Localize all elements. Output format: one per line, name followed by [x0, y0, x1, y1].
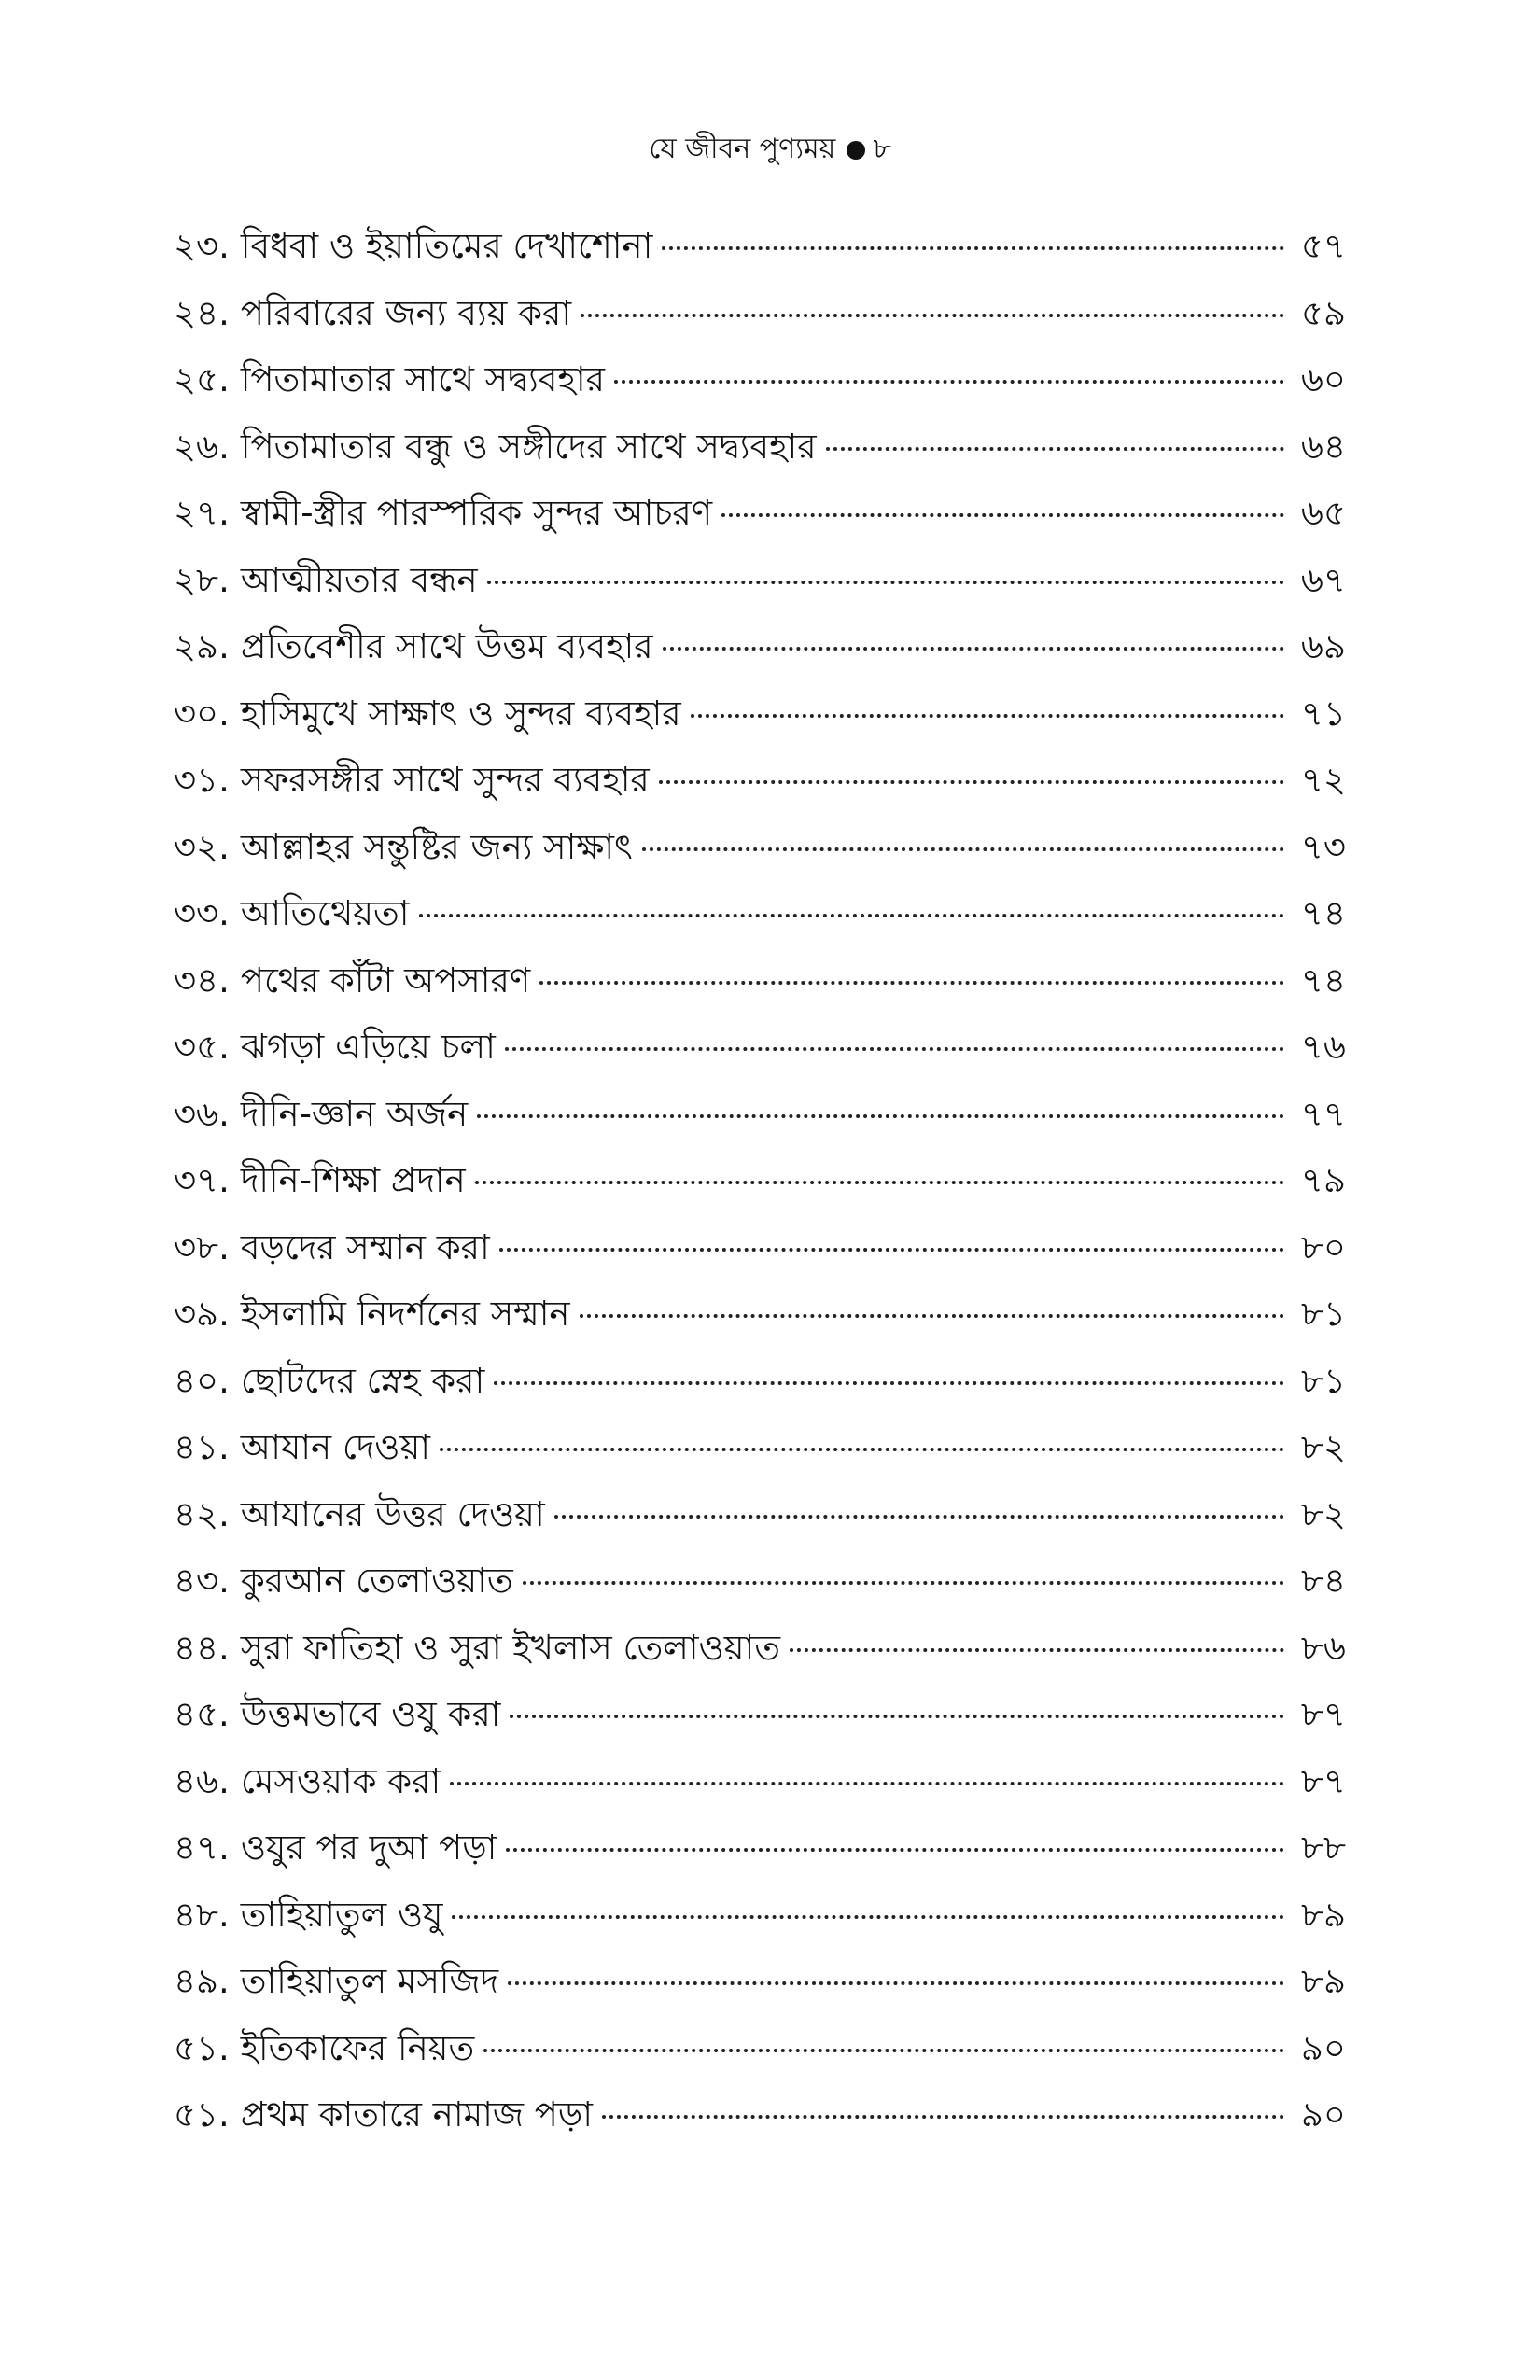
dot-leader	[419, 914, 1284, 917]
dot-leader	[506, 1848, 1284, 1852]
dot-leader	[691, 714, 1284, 718]
toc-entry-title: ওযুর পর দুআ পড়া	[240, 1827, 497, 1868]
dot-leader	[663, 647, 1284, 651]
toc-entry-page: ৬০	[1300, 359, 1346, 399]
toc-entry-page: ৭৪	[1300, 959, 1346, 1001]
toc-entry	[174, 286, 1346, 353]
toc-entry-number: ৪৪.	[174, 1627, 230, 1668]
toc-entry-page: ৭২	[1300, 760, 1346, 800]
toc-entry	[174, 1553, 1346, 1620]
toc-entry-number: ৩১.	[174, 760, 230, 800]
toc-entry-number: ৪১.	[174, 1427, 230, 1467]
toc-entry-number: ৫১.	[174, 2094, 230, 2135]
toc-entry-page: ৬৫	[1300, 493, 1346, 533]
toc-entry	[174, 485, 1346, 553]
dot-leader	[523, 1581, 1284, 1585]
toc-entry	[174, 1887, 1346, 1954]
toc-entry	[174, 1353, 1346, 1421]
toc-entry-page: ৭৯	[1300, 1160, 1346, 1200]
toc-entry	[174, 2087, 1346, 2154]
toc-entry-page: ৬৭	[1300, 559, 1346, 600]
bullet-dot-icon	[847, 141, 865, 160]
toc-entry-title: আত্মীয়তার বন্ধন	[240, 559, 478, 600]
toc-entry	[174, 1420, 1346, 1487]
toc-entry	[174, 752, 1346, 819]
toc-entry-title: ইসলামি নিদর্শনের সম্মান	[240, 1294, 570, 1334]
dot-leader	[494, 1381, 1284, 1385]
toc-entry-title: বিধবা ও ইয়াতিমের দেখাশোনা	[240, 226, 653, 266]
toc-entry	[174, 1086, 1346, 1154]
toc-entry-number: ৩৮.	[174, 1226, 230, 1267]
toc-entry-title: প্রথম কাতারে নামাজ পড়া	[240, 2094, 593, 2135]
toc-entry-number: ৩৫.	[174, 1027, 230, 1067]
dot-leader	[614, 380, 1284, 384]
toc-entry-page: ৭৬	[1300, 1027, 1346, 1067]
dot-leader	[554, 1515, 1284, 1519]
toc-entry-number: ৪২.	[174, 1493, 230, 1534]
dot-leader	[602, 2115, 1284, 2119]
toc-entry-title: পিতামাতার সাথে সদ্ব্যবহার	[240, 359, 605, 399]
toc-entry-page: ৭৭	[1300, 1093, 1346, 1134]
dot-leader	[721, 513, 1284, 517]
dot-leader	[483, 2049, 1284, 2052]
toc-entry	[174, 1286, 1346, 1353]
toc-entry-title: স্বামী-স্ত্রীর পারস্পরিক সুন্দর আচরণ	[240, 493, 713, 533]
toc-entry-number: ৪৬.	[174, 1760, 230, 1801]
toc-entry-number: ৪৭.	[174, 1827, 230, 1868]
toc-entry-title: ইতিকাফের নিয়ত	[240, 2027, 475, 2068]
toc-entry-page: ৮৭	[1300, 1694, 1346, 1734]
dot-leader	[450, 1782, 1284, 1785]
toc-entry-title: পরিবারের জন্য ব্যয় করা	[240, 292, 572, 333]
toc-entry-page: ৮৭	[1300, 1760, 1346, 1801]
toc-entry	[174, 218, 1346, 286]
dot-leader	[440, 1448, 1284, 1451]
dot-leader	[790, 1648, 1284, 1652]
toc-entry	[174, 2021, 1346, 2088]
dot-leader	[659, 780, 1284, 784]
toc-entry-page: ৮৮	[1300, 1827, 1346, 1868]
toc-entry-title: দীনি-শিক্ষা প্রদান	[240, 1160, 466, 1200]
toc-entry-title: পিতামাতার বন্ধু ও সঙ্গীদের সাথে সদ্ব্যবহার	[240, 426, 817, 467]
toc-entry-number: ২৩.	[174, 226, 230, 266]
toc-entry-title: তাহিয়াতুল ওযু	[240, 1894, 443, 1935]
toc-entry	[174, 619, 1346, 686]
toc-entry	[174, 352, 1346, 419]
toc-entry-number: ৪৩.	[174, 1561, 230, 1601]
dot-leader	[581, 314, 1284, 317]
dot-leader	[499, 1248, 1284, 1252]
dot-leader	[510, 1715, 1284, 1718]
running-header	[0, 131, 1540, 168]
toc-entry-number: ২৬.	[174, 426, 230, 467]
toc-entry-page: ৮১	[1300, 1294, 1346, 1334]
toc-entry-title: আযানের উত্তর দেওয়া	[240, 1493, 545, 1534]
book-title: যে জীবন পুণ্যময়	[649, 133, 836, 165]
toc-entry-number: ৩২.	[174, 826, 230, 867]
toc-entry-page: ৫৯	[1300, 292, 1346, 333]
toc-entry-number: ৪০.	[174, 1360, 230, 1401]
dot-leader	[662, 246, 1284, 250]
toc-entry-number: ৩০.	[174, 693, 230, 734]
toc-entry-title: কুরআন তেলাওয়াত	[240, 1561, 513, 1601]
toc-entry-title: বড়দের সম্মান করা	[240, 1226, 490, 1267]
toc-entry-title: উত্তমভাবে ওযু করা	[240, 1694, 501, 1734]
dot-leader	[487, 581, 1284, 584]
toc-entry-page: ৫৭	[1300, 226, 1346, 266]
toc-entry-number: ২৯.	[174, 626, 230, 666]
toc-entry-page: ৮৯	[1300, 1961, 1346, 2001]
toc-entry-title: হাসিমুখে সাক্ষাৎ ও সুন্দর ব্যবহার	[240, 693, 681, 734]
toc-entry-title: ছোটদের স্নেহ করা	[240, 1360, 485, 1401]
dot-leader	[477, 1114, 1284, 1118]
toc-entry	[174, 553, 1346, 620]
dot-leader	[642, 847, 1284, 851]
toc-entry-page: ৮২	[1300, 1493, 1346, 1534]
page-number: ৮	[873, 133, 891, 165]
toc-entry	[174, 953, 1346, 1020]
toc-entry-page: ৬৯	[1300, 626, 1346, 666]
dot-leader	[508, 1981, 1284, 1985]
toc-entry-title: মেসওয়াক করা	[240, 1760, 441, 1801]
toc-entry	[174, 419, 1346, 486]
toc-entry-number: ৩৩.	[174, 893, 230, 933]
toc-entry-number: ৪৯.	[174, 1961, 230, 2001]
dot-leader	[826, 447, 1284, 451]
toc-entry-title: তাহিয়াতুল মসজিদ	[240, 1961, 499, 2001]
toc-entry-number: ৩৪.	[174, 959, 230, 1001]
toc-entry-number: ৩৯.	[174, 1294, 230, 1334]
toc-entry	[174, 1620, 1346, 1687]
toc-entry	[174, 1153, 1346, 1220]
dot-leader	[505, 1047, 1284, 1051]
toc-entry-title: দীনি-জ্ঞান অর্জন	[240, 1093, 469, 1134]
dot-leader	[452, 1915, 1284, 1919]
toc-entry-title: আযান দেওয়া	[240, 1427, 431, 1467]
toc-entry	[174, 819, 1346, 887]
toc-entry-number: ৪৮.	[174, 1894, 230, 1935]
toc-entry-page: ৮৬	[1300, 1627, 1346, 1668]
toc-entry	[174, 1019, 1346, 1086]
toc-entry-number: ২৫.	[174, 359, 230, 399]
toc-entry-page: ৬৪	[1300, 426, 1346, 467]
toc-entry-title: সুরা ফাতিহা ও সুরা ইখলাস তেলাওয়াত	[240, 1627, 781, 1668]
toc-entry-page: ৮৯	[1300, 1894, 1346, 1935]
toc-entry	[174, 686, 1346, 753]
toc-entry-title: সফরসঙ্গীর সাথে সুন্দর ব্যবহার	[240, 760, 650, 800]
toc-entry-title: পথের কাঁটা অপসারণ	[240, 959, 531, 1001]
toc-entry-title: আল্লাহর সন্তুষ্টির জন্য সাক্ষাৎ	[240, 826, 633, 867]
toc-entry-number: ২৮.	[174, 559, 230, 600]
toc-entry-number: ৩৬.	[174, 1093, 230, 1134]
toc-entry-page: ৯০	[1300, 2094, 1346, 2135]
toc-entry-number: ২৭.	[174, 493, 230, 533]
toc-entry	[174, 886, 1346, 953]
toc-entry	[174, 1953, 1346, 2021]
dot-leader	[539, 981, 1284, 985]
table-of-contents	[174, 218, 1346, 2154]
toc-entry-page: ৮৪	[1300, 1561, 1346, 1601]
dot-leader	[580, 1314, 1284, 1318]
toc-entry	[174, 1820, 1346, 1887]
toc-entry-page: ৮০	[1300, 1226, 1346, 1267]
toc-entry-page: ৭৪	[1300, 893, 1346, 933]
toc-entry-number: ৫১.	[174, 2027, 230, 2068]
toc-entry	[174, 1487, 1346, 1554]
toc-entry-title: ঝগড়া এড়িয়ে চলা	[240, 1027, 496, 1067]
toc-entry-number: ৩৭.	[174, 1160, 230, 1200]
toc-entry-page: ৭১	[1300, 693, 1346, 734]
toc-entry-page: ৭৩	[1300, 826, 1346, 867]
toc-entry-number: ২৪.	[174, 292, 230, 333]
toc-entry-title: আতিথেয়তা	[240, 893, 410, 933]
toc-entry	[174, 1220, 1346, 1287]
dot-leader	[475, 1181, 1284, 1184]
toc-entry-title: প্রতিবেশীর সাথে উত্তম ব্যবহার	[240, 626, 653, 666]
toc-entry-page: ৮১	[1300, 1360, 1346, 1401]
toc-entry-page: ৮২	[1300, 1427, 1346, 1467]
toc-entry-page: ৯০	[1300, 2027, 1346, 2068]
toc-entry	[174, 1754, 1346, 1821]
toc-entry	[174, 1687, 1346, 1754]
toc-entry-number: ৪৫.	[174, 1694, 230, 1734]
